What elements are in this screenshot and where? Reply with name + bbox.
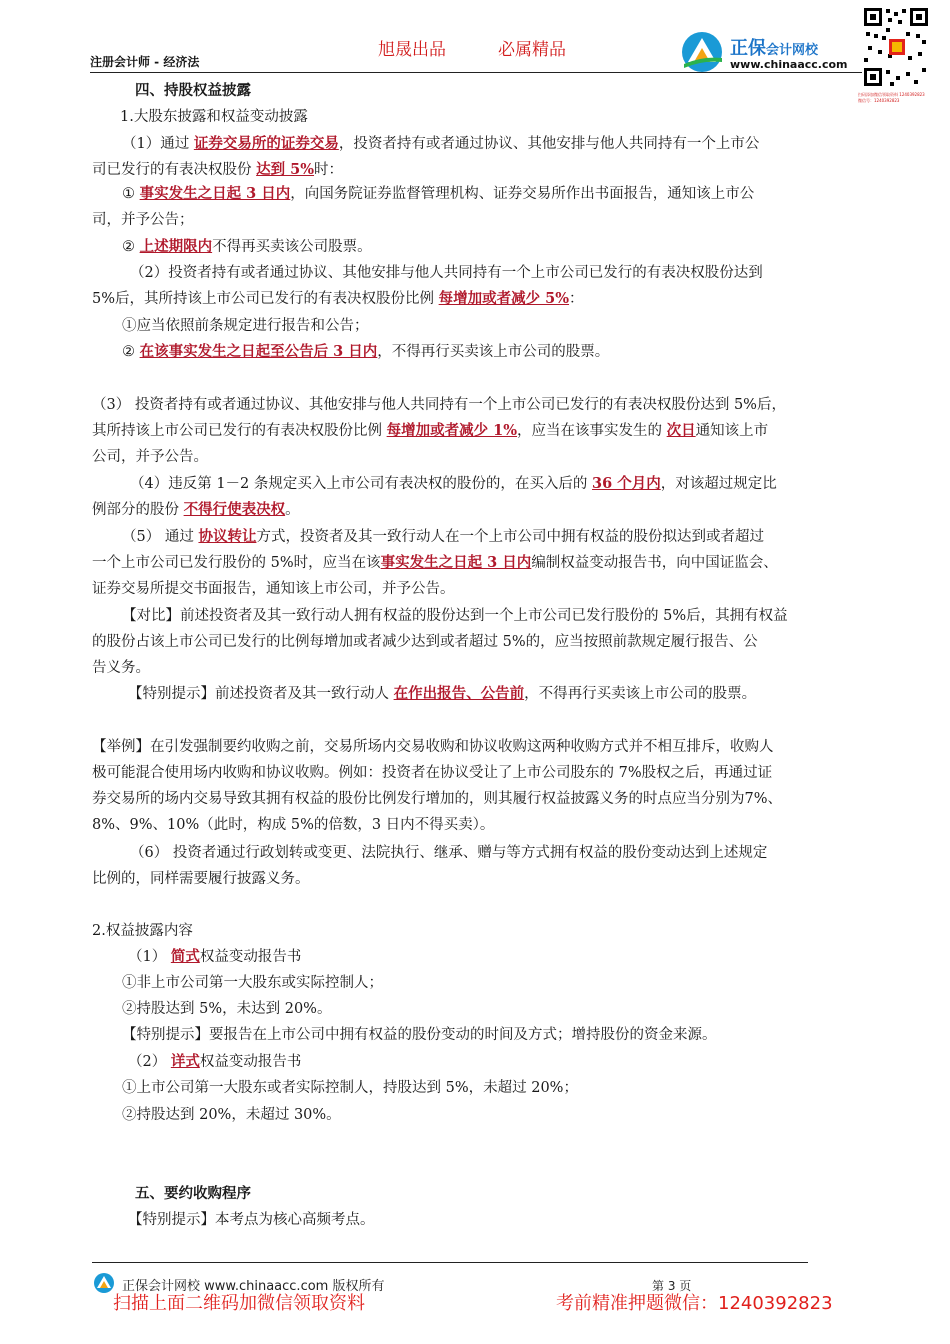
report-short-item-1: ①非上市公司第一大股东或实际控制人； [122, 975, 383, 991]
footer-promo-left: 扫描上面二维码加微信领取资料 [113, 1293, 365, 1314]
text: （6） 投资者通过行政划转或变更、法院执行、继承、赠与等方式拥有权益的股份变动达到上述规定 [130, 845, 768, 861]
text: 编制权益变动报告书，向中国证监会、 [531, 555, 778, 571]
brand-sub: 会计网校 [766, 43, 819, 58]
paragraph-2-item-1: ①应当依照前条规定进行报告和公告； [122, 318, 369, 334]
text: ，不得再行买卖该上市公司的股票。 [524, 686, 757, 702]
highlight: 详式 [170, 1053, 200, 1070]
text: （1） [128, 949, 171, 965]
text: 【特别提示】前述投资者及其一致行动人 [128, 686, 394, 702]
footer-copyright: 正保会计网校 www.chinaacc.com 版权所有 [122, 1279, 385, 1294]
qr-code-icon [862, 6, 930, 88]
text: （5） 通过 [122, 529, 199, 545]
paragraph-3 [92, 392, 862, 470]
text: 方式，投资者及其一致行动人在一个上市公司中拥有权益的股份拟达到或者超过 [256, 529, 764, 545]
compare-note [92, 603, 862, 681]
highlight: 事实发生之日起 3 日内 [139, 185, 291, 202]
special-tip-2: 【特别提示】要报告在上市公司中拥有权益的股份变动的时间及方式；增持股份的资金来源。 [122, 1027, 717, 1043]
paragraph-6 [92, 840, 862, 892]
highlight: 在该事实发生之日起至公告后 3 日内 [139, 343, 378, 360]
paragraph-1 [92, 131, 862, 183]
subheading-1: 1.大股东披露和权益变动披露 [120, 109, 308, 125]
text: 一个上市公司已发行股份的 5%时，应当在该 [92, 555, 381, 571]
text: ，不得再行买卖该上市公司的股票。 [377, 344, 610, 360]
footer-rule [92, 1262, 808, 1263]
text: ： [569, 291, 584, 307]
brand-name [730, 34, 818, 60]
report-detailed-item-1: ①上市公司第一大股东或者实际控制人，持股达到 5%，未超过 20%； [122, 1080, 578, 1096]
text: 比例的，同样需要履行披露义务。 [92, 871, 310, 887]
text: 司已发行的有表决权股份 [92, 162, 257, 178]
example-note [92, 734, 862, 838]
qr-caption-1: 扫码添加微信领取资料 1240392823 [858, 92, 925, 97]
highlight: 事实发生之日起 3 日内 [380, 554, 532, 571]
section-5-tip: 【特别提示】本考点为核心高频考点。 [128, 1212, 375, 1228]
highlight: 达到 5% [256, 161, 315, 178]
text: 例部分的股份 [92, 502, 184, 518]
brand-main: 正保 [730, 38, 766, 59]
highlight: 在作出报告、公告前 [393, 685, 525, 702]
text: 极可能混合使用场内收购和协议收购。例如：投资者在协议受让了上市公司股东的 7%股权之后，再通过证 [92, 765, 773, 781]
section-5-heading: 五、要约收购程序 [135, 1185, 251, 1202]
text: 时： [314, 162, 344, 178]
text: 8%、9%、10%（此时，构成 5%的倍数，3 日内不得买卖）。 [92, 817, 495, 833]
paragraph-2 [92, 260, 862, 312]
highlight: 每增加或者减少 5% [438, 290, 570, 307]
report-short-item-2: ②持股达到 5%，未达到 20%。 [122, 1001, 332, 1017]
footer-promo-right: 考前精准押题微信：1240392823 [556, 1293, 833, 1314]
text: ，应当在该事实发生的 [517, 423, 667, 439]
doc-title: 注册会计师 - 经济法 [90, 55, 200, 69]
text: 司，并予公告； [92, 212, 194, 228]
text: 告义务。 [92, 660, 150, 676]
report-detailed-item-2: ②持股达到 20%，未超过 30%。 [122, 1107, 341, 1123]
report-detailed-title [128, 1049, 898, 1075]
text: 其所持该上市公司已发行的有表决权股份比例 [92, 423, 387, 439]
text: 权益变动报告书 [199, 1054, 302, 1070]
paragraph-5 [92, 524, 862, 602]
text: 通知该上市 [695, 423, 769, 439]
text: （2） [128, 1054, 171, 1070]
text: ① [122, 186, 140, 202]
special-tip-1 [128, 681, 898, 707]
report-short-title [128, 944, 898, 970]
text: 券交易所的场内交易导致其拥有权益的股份比例发行增加的，则其履行权益披露义务的时点应当分别为7%、 [92, 791, 782, 807]
section-4-heading: 四、持股权益披露 [135, 82, 251, 99]
text: ，投资者持有或者通过协议、其他安排与他人共同持有一个上市公 [338, 136, 760, 152]
highlight: 协议转让 [198, 528, 257, 545]
highlight: 上述期限内 [139, 238, 213, 255]
subheading-2: 2.权益披露内容 [92, 923, 193, 939]
highlight: 证券交易所的证券交易 [193, 135, 339, 152]
highlight: 36 个月内 [592, 475, 661, 492]
highlight: 每增加或者减少 1% [386, 422, 518, 439]
text: 公司，并予公告。 [92, 449, 208, 465]
highlight: 不得行使表决权 [183, 501, 286, 518]
text: ，向国务院证券监督管理机构、证券交易所作出书面报告，通知该上市公 [290, 186, 755, 202]
paragraph-1-item-2 [122, 234, 892, 260]
text: 权益变动报告书 [199, 949, 302, 965]
text: 的股份占该上市公司已发行的比例每增加或者减少达到或者超过 5%的，应当按照前款规定履行报告、公 [92, 634, 758, 650]
text: （4）违反第 1－2 条规定买入上市公司有表决权的股份的，在买入后的 [130, 476, 593, 492]
slogan-a: 旭晟出品 [378, 40, 446, 60]
slogan-b: 必属精品 [498, 40, 566, 60]
text: （1）通过 [122, 136, 194, 152]
highlight: 简式 [170, 948, 200, 965]
text: 【举例】在引发强制要约收购之前，交易所场内交易收购和协议收购这两种收购方式并不相互排斥，收购人 [92, 739, 774, 755]
text: 5%后，其所持该上市公司已发行的有表决权股份比例 [92, 291, 439, 307]
page-number: 第 3 页 [652, 1279, 692, 1293]
text: ② [122, 344, 140, 360]
paragraph-1-item-1 [92, 181, 862, 233]
qr-caption-2: 微信号：1240392823 [858, 98, 900, 103]
text: （3） 投资者持有或者通过协议、其他安排与他人共同持有一个上市公司已发行的有表决权股份达到 5%后， [92, 397, 786, 413]
text: （2）投资者持有或者通过协议、其他安排与他人共同持有一个上市公司已发行的有表决权股份达到 [130, 265, 763, 281]
paragraph-4 [92, 471, 862, 523]
text: 证券交易所提交书面报告，通知该上市公司，并予公告。 [92, 581, 455, 597]
text: 【对比】前述投资者及其一致行动人拥有权益的股份达到一个上市公司已发行股份的 5%后，其拥有权益 [122, 608, 788, 624]
brand-url: www.chinaacc.com [730, 58, 848, 71]
text: ，对该超过规定比 [660, 476, 777, 492]
text: 不得再买卖该公司股票。 [212, 239, 372, 255]
text: 。 [285, 502, 300, 518]
text: ② [122, 239, 140, 255]
highlight: 次日 [666, 422, 696, 439]
paragraph-2-item-2 [122, 339, 892, 365]
